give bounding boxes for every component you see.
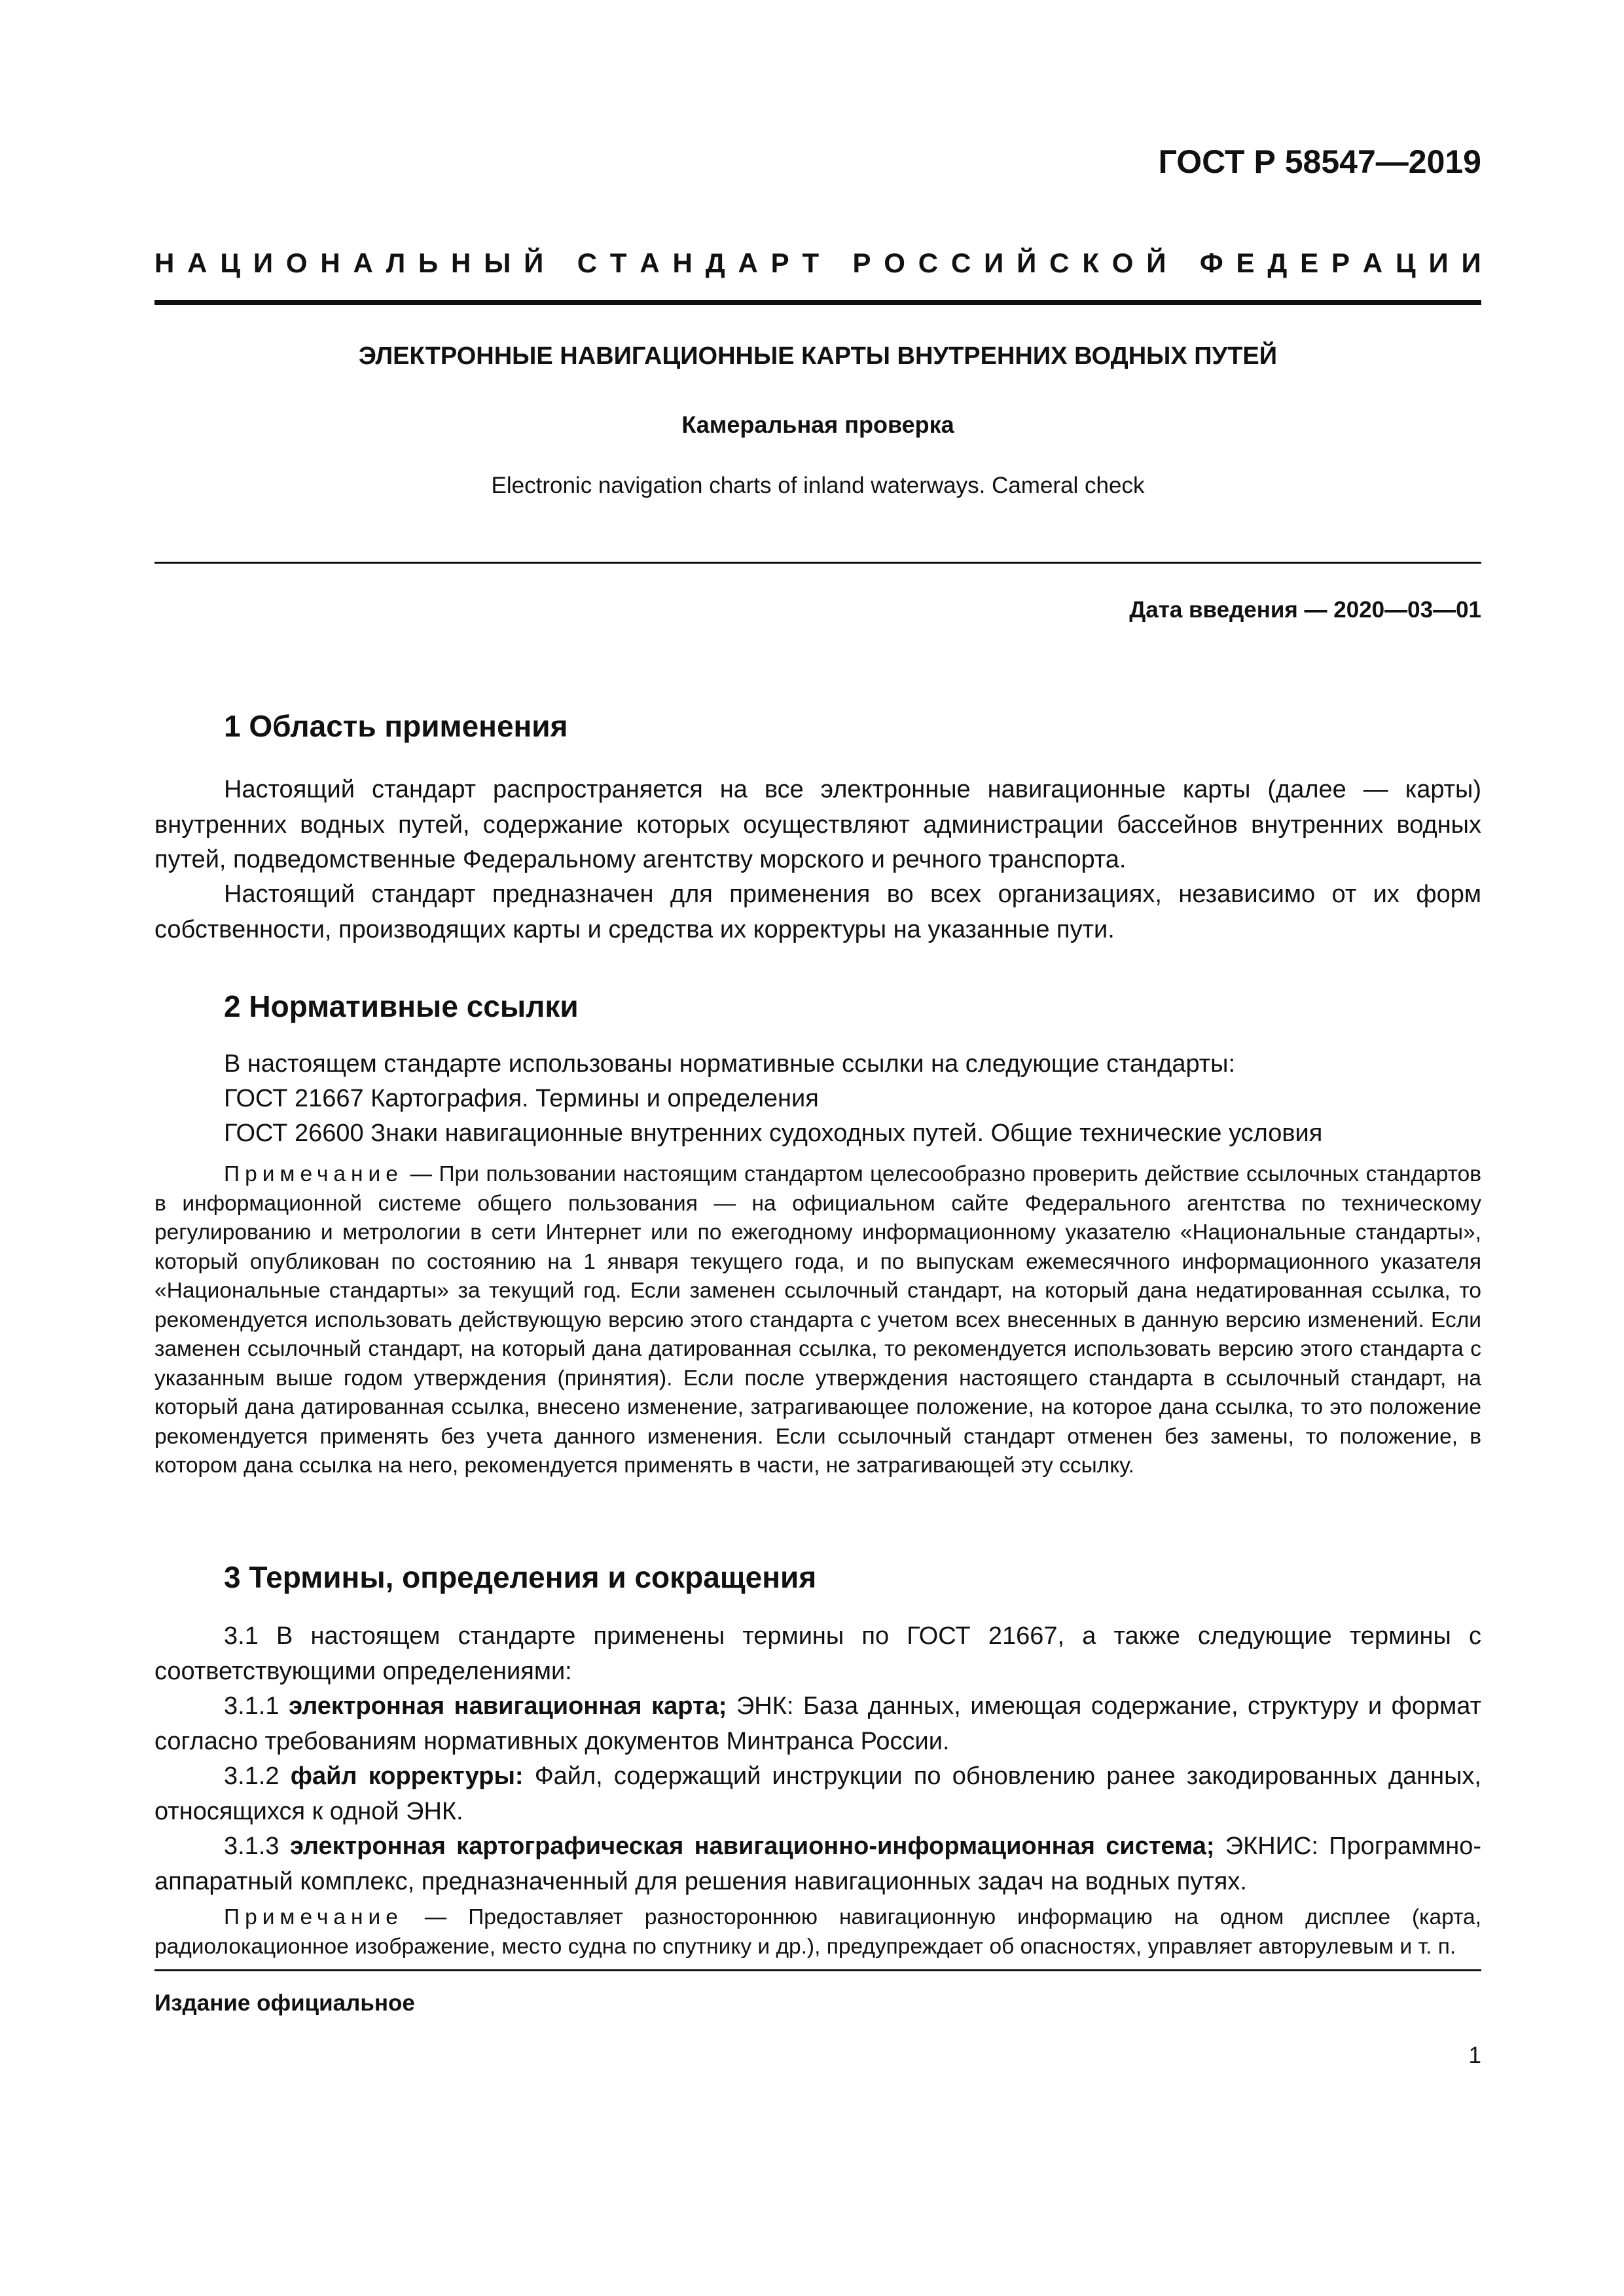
- heading-letter: Н: [672, 247, 693, 278]
- heading-letter: И: [253, 247, 274, 278]
- term-name: файл корректуры:: [290, 1762, 524, 1790]
- heading-letter: С: [1049, 247, 1070, 278]
- heading-letter: А: [187, 247, 208, 278]
- heading-letter: С: [950, 247, 971, 278]
- heading-letter: А: [738, 247, 758, 278]
- heading-letter: Л: [386, 247, 406, 278]
- heading-letter: А: [640, 247, 660, 278]
- heading-letter: Д: [1267, 247, 1288, 278]
- section-2-heading: 2 Нормативные ссылки: [224, 989, 579, 1023]
- term-number: 3.1.3: [224, 1832, 290, 1860]
- term-3-1-2: [154, 1759, 1481, 1829]
- heading-letter: И: [984, 247, 1004, 278]
- english-title: Electronic navigation charts of inland waterways. Cameral check: [491, 473, 1145, 498]
- term-definition: ЭКНИС: Программно-аппаратный комплекс, предназначенный для решения навигационных задач на водных путях.: [154, 1832, 1481, 1895]
- section-2-intro: В настоящем стандарте использованы нормативные ссылки на следующие стандарты:: [224, 1050, 1236, 1078]
- heading-letter: Й: [1017, 247, 1037, 278]
- heading-letter: Ф: [1199, 247, 1223, 278]
- heading-letter: О: [1111, 247, 1134, 278]
- heading-letter: Н: [451, 247, 471, 278]
- term-name: электронная картографическая навигационно-информационная система;: [289, 1832, 1215, 1860]
- clause-3-1: 3.1 В настоящем стандарте применены термины по ГОСТ 21667, а также следующие термины с соответствующими определениями:: [154, 1622, 1481, 1685]
- section-3-note: [154, 1903, 1481, 1961]
- heading-letter: А: [353, 247, 373, 278]
- section-2-note: [154, 1160, 1481, 1481]
- heading-letter: [1179, 247, 1187, 279]
- term-3-1-3: [154, 1829, 1481, 1899]
- heading-letter: Т: [609, 247, 627, 278]
- heading-letter: Т: [802, 247, 820, 278]
- heading-letter: Ы: [484, 247, 511, 278]
- note-text: — При пользовании настоящим стандартом целесообразно проверить действие ссылочных стандартов в информационной системе общего пользования — на официальном сайте Федерального агентства по техническому регулированию и метрологии в сети Интернет или по ежегодному информационному указателю «Национальные стандарты», который опубликован по состоянию на 1 января текущего года, и по выпускам ежемесячного информационного указателя «Национальные стандарты» за текущий год. Если заменен ссылочный стандарт, на который дана недатированная ссылка, то рекомендуется использовать действующую версию этого стандарта с учетом всех внесенных в данную версию изменений. Если заменен ссылочный стандарт, на который дана датированная ссылка, то рекомендуется использовать версию этого стандарта с указанным выше годом утверждения (принятия). Если после утверждения настоящего стандарта в ссылочный стандарт, на который дана датированная ссылка, внесено изменение, затрагивающее положение, на которое дана ссылка, то это положение рекомендуется применять без учета данного изменения. Если ссылочный стандарт отменен без замены, то положение, в котором дана ссылка на него, рекомендуется применять в части, не затрагивающей эту ссылку.: [154, 1162, 1481, 1478]
- heading-letter: [832, 247, 840, 279]
- section-3-heading: 3 Термины, определения и сокращения: [224, 1560, 817, 1594]
- heading-letter: О: [285, 247, 308, 278]
- heading-letter: Н: [320, 247, 340, 278]
- heading-letter: А: [1362, 247, 1383, 278]
- reference-gost-21667: ГОСТ 21667 Картография. Термины и определения: [224, 1085, 819, 1112]
- heading-letter: К: [1082, 247, 1099, 278]
- heading-letter: С: [577, 247, 598, 278]
- heading-letter: О: [884, 247, 905, 278]
- national-standard-heading: [154, 247, 1481, 279]
- term-number: 3.1.1: [224, 1692, 289, 1720]
- heading-letter: Ц: [220, 247, 241, 278]
- section-1-paragraph-2: Настоящий стандарт предназначен для применения во всех организациях, независимо от их форм собственности, производящих карты и средства их корректуры на указанные пути.: [154, 881, 1481, 943]
- heading-letter: Ц: [1395, 247, 1416, 278]
- heading-letter: С: [918, 247, 939, 278]
- heading-letter: Ь: [418, 247, 439, 278]
- term-definition: ЭНК: База данных, имеющая содержание, структуру и формат согласно требованиям нормативных документов Минтранса России.: [154, 1692, 1481, 1755]
- note-text: — Предоставляет разностороннюю навигационную информацию на одном дисплее (карта, радиолокационное изображение, место судна по спутнику и др.), предупреждает об опасностях, управляет авторулевым и т. п.: [154, 1905, 1481, 1959]
- term-name: электронная навигационная карта;: [289, 1692, 727, 1720]
- heading-letter: Н: [154, 247, 175, 278]
- heading-letter: Р: [1331, 247, 1350, 278]
- heading-letter: Е: [1300, 247, 1319, 278]
- note-label: Примечание: [224, 1162, 403, 1186]
- section-1-heading: 1 Область применения: [224, 709, 568, 743]
- note-label: Примечание: [224, 1905, 403, 1929]
- reference-gost-26600: ГОСТ 26600 Знаки навигационные внутренних судоходных путей. Общие технические условия: [224, 1120, 1323, 1147]
- heading-letter: Й: [1146, 247, 1166, 278]
- page-number: 1: [1468, 2043, 1481, 2068]
- heading-letter: Й: [524, 247, 544, 278]
- heading-letter: Е: [1236, 247, 1255, 278]
- gost-number: ГОСТ Р 58547—2019: [1158, 143, 1481, 180]
- edition-label: Издание официальное: [154, 1990, 415, 2016]
- heading-letter: Р: [852, 247, 871, 278]
- section-1-paragraph-1: Настоящий стандарт распространяется на все электронные навигационные карты (далее — карты) внутренних водных путей, содержание которых осуществляют администрации бассейнов внутренних водных путей, подведомственные Федеральному агентству морского и речного транспорта.: [154, 776, 1481, 873]
- heading-letter: И: [1461, 247, 1481, 278]
- footer-rule: [154, 1969, 1481, 1971]
- term-definition: Файл, содержащий инструкции по обновлению ранее закодированных данных, относящихся к одной ЭНК.: [154, 1762, 1481, 1825]
- heading-letter: Д: [705, 247, 725, 278]
- heading-letter: И: [1428, 247, 1449, 278]
- document-title: ЭЛЕКТРОННЫЕ НАВИГАЦИОННЫЕ КАРТЫ ВНУТРЕННИХ ВОДНЫХ ПУТЕЙ: [358, 342, 1278, 370]
- term-3-1-1: [154, 1689, 1481, 1759]
- heading-letter: [556, 247, 564, 279]
- header-rule: [154, 300, 1481, 305]
- document-subtitle: Камеральная проверка: [681, 411, 954, 438]
- term-number: 3.1.2: [224, 1762, 291, 1790]
- intro-date: Дата введения — 2020—03—01: [1129, 597, 1481, 623]
- heading-letter: Р: [770, 247, 789, 278]
- title-rule: [154, 562, 1481, 564]
